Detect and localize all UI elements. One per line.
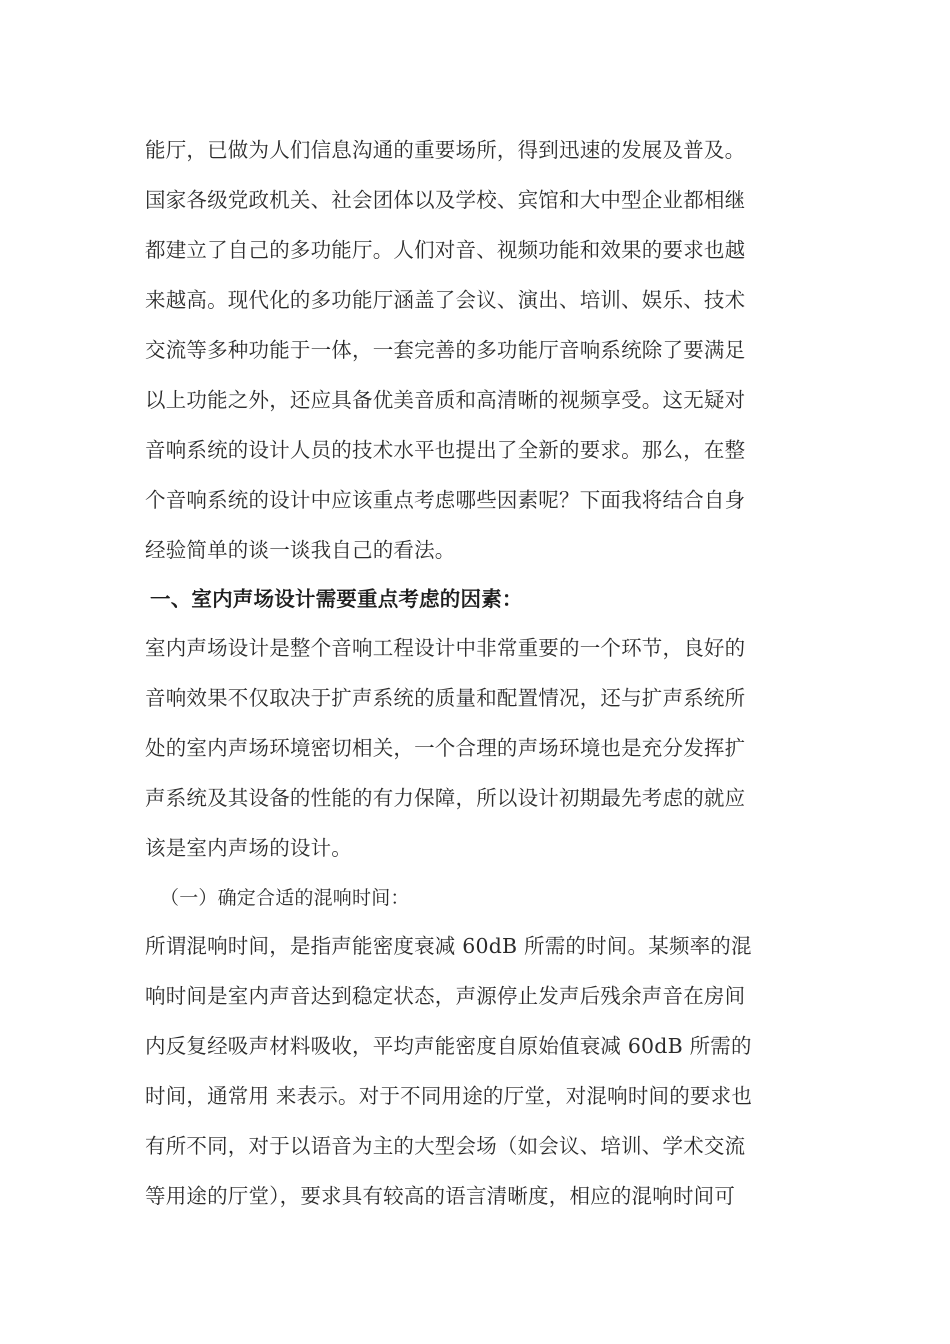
paragraph-line: 音响系统的设计人员的技术水平也提出了全新的要求。那么，在整: [145, 438, 746, 462]
paragraph-line: 声系统及其设备的性能的有力保障，所以设计初期最先考虑的就应: [145, 786, 746, 810]
paragraph-line: 响时间是室内声音达到稳定状态，声源停止发声后残余声音在房间: [145, 984, 746, 1008]
paragraph-line: 室内声场设计是整个音响工程设计中非常重要的一个环节，良好的: [145, 636, 746, 660]
paragraph-line: 都建立了自己的多功能厅。人们对音、视频功能和效果的要求也越: [145, 238, 746, 262]
section-heading: 一、室内声场设计需要重点考虑的因素：: [150, 587, 523, 611]
paragraph-line: 时间，通常用 来表示。对于不同用途的厅堂，对混响时间的要求也: [145, 1084, 753, 1108]
paragraph-line: 国家各级党政机关、社会团体以及学校、宾馆和大中型企业都相继: [145, 188, 746, 212]
paragraph-line: 内反复经吸声材料吸收，平均声能密度自原始值衰减 60dB 所需的: [145, 1034, 752, 1058]
paragraph-line: 该是室内声场的设计。: [145, 836, 352, 860]
paragraph-line: 交流等多种功能于一体，一套完善的多功能厅音响系统除了要满足: [145, 338, 746, 362]
paragraph-line: 个音响系统的设计中应该重点考虑哪些因素呢？下面我将结合自身: [145, 488, 746, 512]
paragraph-line: 能厅，已做为人们信息沟通的重要场所，得到迅速的发展及普及。: [145, 138, 746, 162]
paragraph-line: 以上功能之外，还应具备优美音质和高清晰的视频享受。这无疑对: [145, 388, 746, 412]
paragraph-line: 来越高。现代化的多功能厅涵盖了会议、演出、培训、娱乐、技术: [145, 288, 746, 312]
paragraph-line: 处的室内声场环境密切相关，一个合理的声场环境也是充分发挥扩: [145, 736, 746, 760]
paragraph-line: 音响效果不仅取决于扩声系统的质量和配置情况，还与扩声系统所: [145, 686, 746, 710]
paragraph-line: 等用途的厅堂），要求具有较高的语言清晰度，相应的混响时间可: [145, 1184, 736, 1208]
paragraph-line: 所谓混响时间，是指声能密度衰减 60dB 所需的时间。某频率的混: [145, 934, 752, 958]
paragraph-line: 有所不同，对于以语音为主的大型会场（如会议、培训、学术交流: [145, 1134, 746, 1158]
subsection-heading: （一）确定合适的混响时间：: [160, 887, 410, 909]
paragraph-line: 经验简单的谈一谈我自己的看法。: [145, 538, 456, 562]
